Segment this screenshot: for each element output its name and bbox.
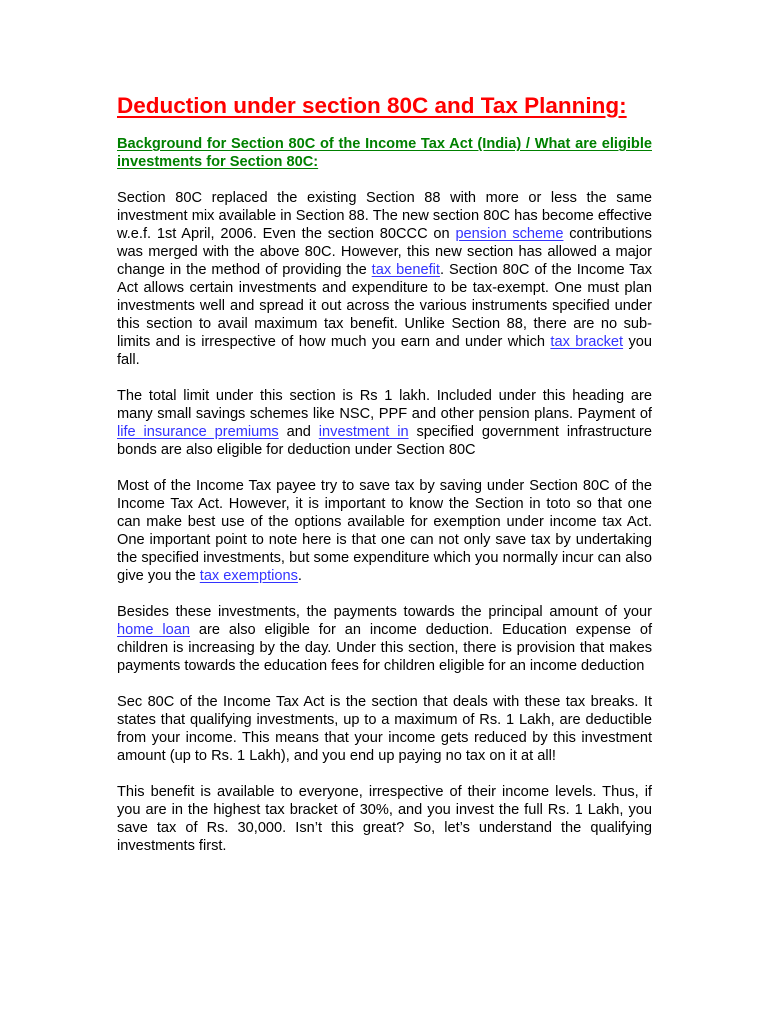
- tax-bracket-link[interactable]: tax bracket: [550, 334, 624, 350]
- text-run: Section 80C replaced the existing Section 88 with more or less the same investment mix available in Section 88. The new section 80C has become effective w.e.f. 1st April, 2006. Even the section 80CCC on: [117, 190, 652, 242]
- text-run: Besides these investments, the payments towards the principal amount of your: [117, 604, 652, 620]
- paragraph-2: [117, 387, 652, 459]
- text-run: Most of the Income Tax payee try to save tax by saving under Section 80C of the Income Tax Act. However, it is important to know the Section in toto so that one can make best use of the options available for exemption under income tax Act. One important point to note here is that one can not only save tax by undertaking the specified investments, but some expenditure which you normally incur can also give you the: [117, 478, 652, 584]
- tax-exemptions-link[interactable]: tax exemptions: [199, 568, 298, 584]
- paragraph-3: [117, 477, 652, 585]
- paragraph-6: This benefit is available to everyone, irrespective of their income levels. Thus, if you are in the highest tax bracket of 30%, and you invest the full Rs. 1 Lakh, you save tax of Rs. 30,000. Isn’t this great? So, let’s understand the qualifying investments first.: [117, 784, 652, 854]
- section-subtitle: Background for Section 80C of the Income Tax Act (India) / What are eligible investments for Section 80C:: [117, 136, 652, 170]
- text-run: specified government infrastructure bonds are also eligible for deduction under Section 80C: [117, 424, 652, 458]
- pension-scheme-link[interactable]: pension scheme: [455, 226, 564, 242]
- life-insurance-premiums-link[interactable]: life insurance premiums: [117, 424, 279, 440]
- text-run: and: [278, 424, 319, 440]
- text-run: are also eligible for an income deduction. Education expense of children is increasing by the day. Under this section, there is provision that makes payments towards the education fees for children eligible for an income deduction: [117, 622, 652, 674]
- text-run: you fall.: [117, 334, 652, 368]
- text-run: The total limit under this section is Rs 1 lakh. Included under this heading are many small savings schemes like NSC, PPF and other pension plans. Payment of: [117, 388, 652, 422]
- text-run: .: [297, 568, 302, 584]
- page-title: Deduction under section 80C and Tax Planning:: [117, 93, 627, 118]
- investment-in-link[interactable]: investment in: [318, 424, 409, 440]
- text-run: . Section 80C of the Income Tax Act allows certain investments and expenditure to be tax-exempt. One must plan investments well and spread it out across the various instruments specified under this section to avail maximum tax benefit. Unlike Section 88, there are no sub-limits and is irrespective of how much you earn and under which: [117, 262, 653, 350]
- paragraph-4: [117, 603, 652, 675]
- home-loan-link[interactable]: home loan: [117, 622, 190, 638]
- tax-benefit-link[interactable]: tax benefit: [371, 262, 440, 278]
- document-page: [117, 92, 652, 855]
- paragraph-1: [117, 189, 652, 369]
- text-run: contributions was merged with the above 80C. However, this new section has allowed a major change in the method of providing the: [117, 226, 652, 278]
- paragraph-5: Sec 80C of the Income Tax Act is the section that deals with these tax breaks. It states that qualifying investments, up to a maximum of Rs. 1 Lakh, are deductible from your income. This means that your income gets reduced by this investment amount (up to Rs. 1 Lakh), and you end up paying no tax on it at all!: [117, 694, 652, 764]
